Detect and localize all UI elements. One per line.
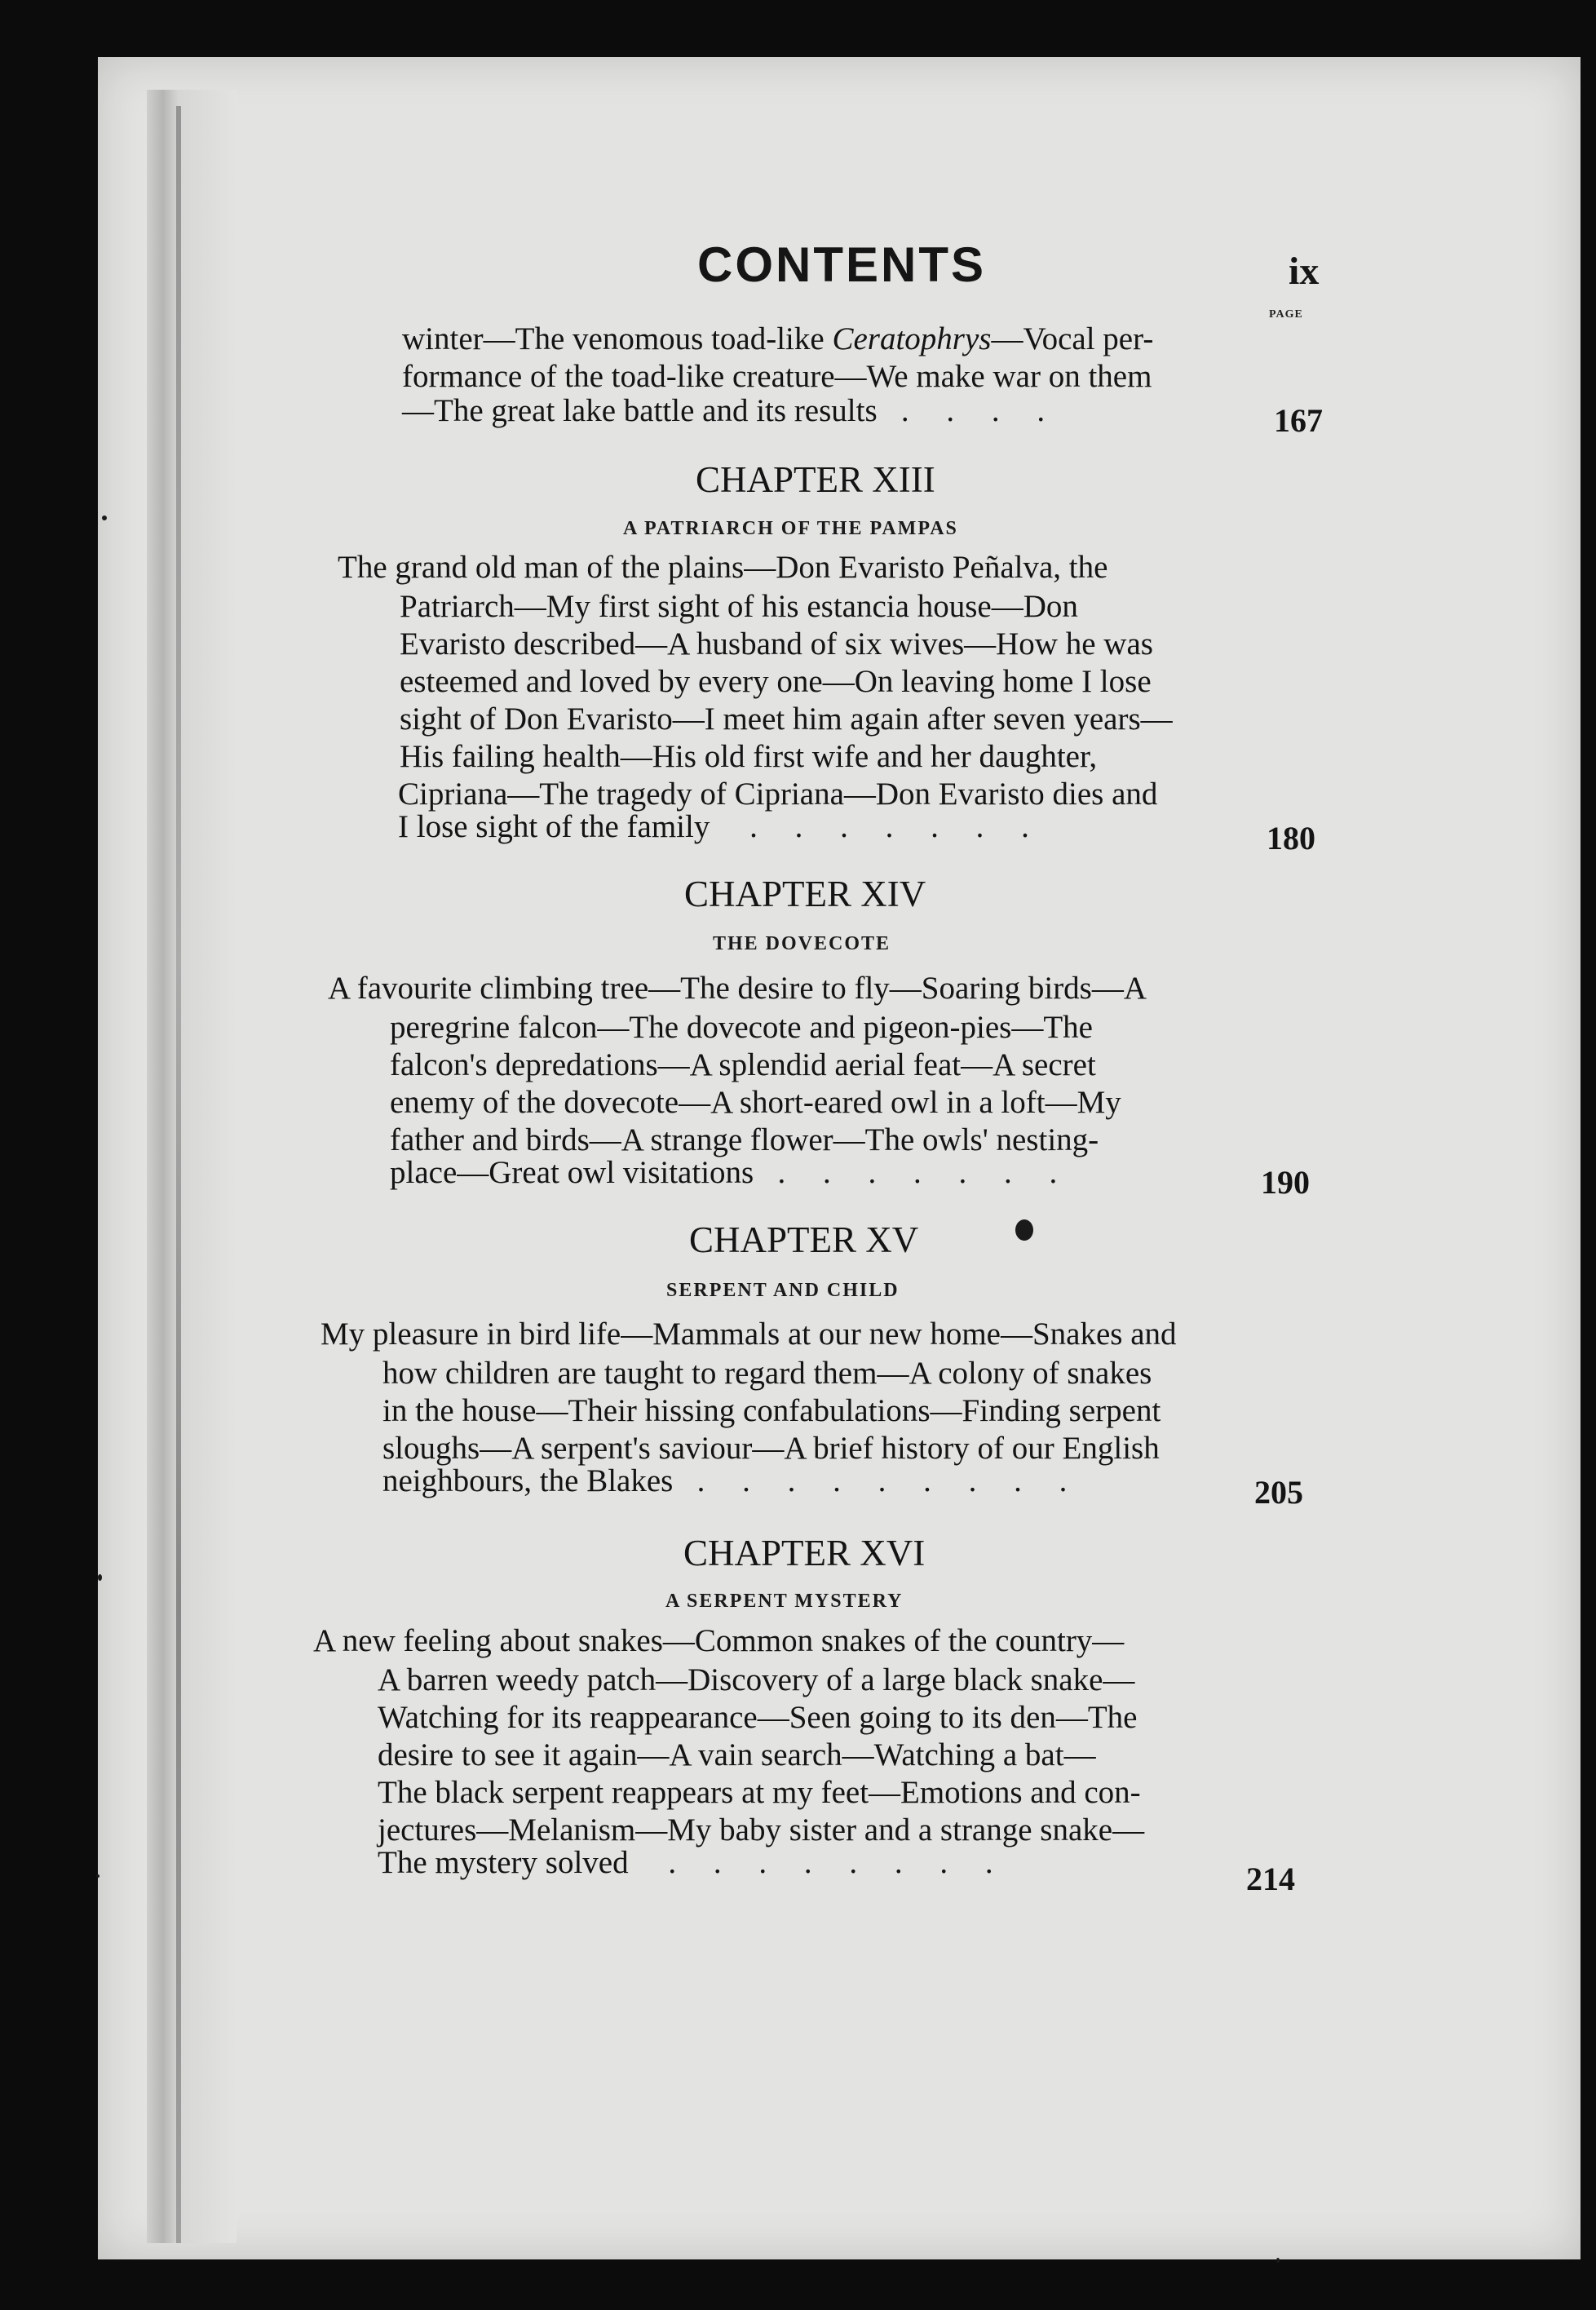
running-head-title: CONTENTS xyxy=(697,237,986,292)
chapter-heading: CHAPTER XIV xyxy=(684,874,926,914)
toc-line: desire to see it again—A vain search—Watching a bat— xyxy=(378,1737,1096,1772)
ink-blot xyxy=(1015,1219,1033,1241)
toc-line: My pleasure in bird life—Mammals at our new home—Snakes and xyxy=(321,1317,1177,1352)
chapter-heading: CHAPTER XV xyxy=(689,1219,919,1260)
toc-line: falcon's depredations—A splendid aerial feat—A secret xyxy=(390,1047,1096,1082)
toc-line: sight of Don Evaristo—I meet him again after seven years— xyxy=(400,701,1173,737)
toc-line: in the house—Their hissing confabulations—Finding serpent xyxy=(382,1393,1161,1428)
leader-dots: . . . . . . . . xyxy=(668,1845,1008,1880)
toc-line: winter—The venomous toad-like Ceratophrys—Vocal per- xyxy=(402,321,1154,356)
toc-line: The mystery solved . . . . . . . . xyxy=(378,1845,1008,1880)
toc-line: Evaristo described—A husband of six wives—How he was xyxy=(400,626,1153,662)
toc-line: peregrine falcon—The dovecote and pigeon-pies—The xyxy=(390,1010,1093,1045)
chapter-subtitle: SERPENT AND CHILD xyxy=(666,1280,900,1301)
chapter-heading: CHAPTER XVI xyxy=(683,1533,926,1573)
dust-speck xyxy=(1276,2258,1280,2263)
toc-line: jectures—Melanism—My baby sister and a strange snake— xyxy=(378,1812,1145,1848)
leader-dots: . . . . . . . xyxy=(777,1155,1072,1190)
page-number: 205 xyxy=(1254,1474,1303,1511)
page-column-label: PAGE xyxy=(1269,308,1303,321)
toc-line: —The great lake battle and its results . . . . xyxy=(402,393,1060,428)
dust-speck xyxy=(98,1574,102,1581)
toc-line: how children are taught to regard them—A colony of snakes xyxy=(382,1356,1152,1391)
toc-line: Cipriana—The tragedy of Cipriana—Don Evaristo dies and xyxy=(398,777,1158,812)
leader-dots: . . . . xyxy=(900,393,1060,428)
dust-speck xyxy=(96,1874,99,1878)
binding-shadow xyxy=(176,106,181,2243)
toc-line: His failing health—His old first wife and her daughter, xyxy=(400,739,1098,774)
toc-line: Patriarch—My first sight of his estancia house—Don xyxy=(400,589,1078,624)
toc-line: place—Great owl visitations . . . . . . . xyxy=(390,1155,1072,1190)
chapter-subtitle: A PATRIARCH OF THE PAMPAS xyxy=(623,518,958,539)
folio-number: ix xyxy=(1289,250,1320,293)
toc-line: I lose sight of the family . . . . . . . xyxy=(398,809,1044,844)
toc-line: A barren weedy patch—Discovery of a large black snake— xyxy=(378,1662,1135,1697)
toc-line: Watching for its reappearance—Seen going to its den—The xyxy=(378,1700,1138,1735)
toc-line: father and birds—A strange flower—The owls' nesting- xyxy=(390,1122,1099,1157)
toc-line: The grand old man of the plains—Don Evaristo Peñalva, the xyxy=(338,550,1108,585)
toc-line: formance of the toad-like creature—We make war on them xyxy=(402,359,1152,394)
toc-line: A new feeling about snakes—Common snakes of the country— xyxy=(313,1623,1125,1658)
toc-line: esteemed and loved by every one—On leaving home I lose xyxy=(400,664,1152,699)
toc-line: enemy of the dovecote—A short-eared owl in a loft—My xyxy=(390,1085,1121,1120)
page-number: 190 xyxy=(1261,1164,1310,1201)
dust-speck xyxy=(102,516,107,520)
toc-line: A favourite climbing tree—The desire to fly—Soaring birds—A xyxy=(328,971,1147,1006)
page-gutter xyxy=(147,90,237,2243)
chapter-heading: CHAPTER XIII xyxy=(696,459,935,500)
toc-line: sloughs—A serpent's saviour—A brief history of our English xyxy=(382,1431,1160,1466)
page-number: 214 xyxy=(1246,1861,1295,1897)
leader-dots: . . . . . . . xyxy=(749,809,1044,844)
chapter-subtitle: A SERPENT MYSTERY xyxy=(665,1591,904,1612)
toc-line: The black serpent reappears at my feet—Emotions and con- xyxy=(378,1775,1141,1810)
page-number: 167 xyxy=(1274,402,1323,439)
toc-line: neighbours, the Blakes . . . . . . . . . xyxy=(382,1463,1082,1498)
chapter-subtitle: THE DOVECOTE xyxy=(713,933,891,954)
leader-dots: . . . . . . . . . xyxy=(696,1463,1082,1498)
page-number: 180 xyxy=(1267,820,1315,856)
